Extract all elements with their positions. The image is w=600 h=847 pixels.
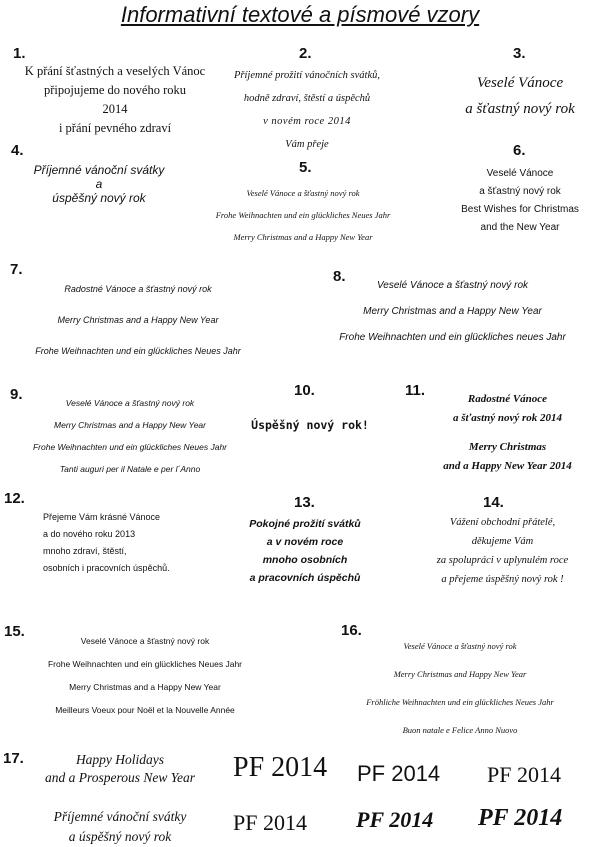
- sample-number: 14.: [483, 494, 504, 511]
- pf-sample-2: PF 2014: [357, 761, 441, 786]
- text-line: and a Prosperous New Year: [44, 770, 196, 785]
- sample-text-9: [20, 392, 240, 480]
- text-line: Úspěšný nový rok!: [251, 418, 369, 432]
- text-line: Radostné Vánoce a šťastný nový rok: [64, 284, 212, 294]
- sample-number: 7.: [10, 261, 23, 278]
- text-line: Příjemné prožití vánočních svátků,: [234, 70, 380, 81]
- sample-number: 17.: [3, 750, 24, 767]
- text-line: a šťastný nový rok: [465, 101, 575, 117]
- text-line: Vám přeje: [285, 139, 329, 150]
- text-line: za spolupráci v uplynulém roce: [436, 555, 569, 566]
- text-line: Best Wishes for Christmas: [461, 204, 579, 215]
- sample-number: 15.: [4, 623, 25, 640]
- text-line: Veselé Vánoce a šťastný nový rok: [246, 188, 360, 198]
- sample-text-13: [225, 515, 385, 587]
- text-line: a šťastný nový rok: [479, 186, 561, 197]
- sample-number: 8.: [333, 268, 346, 285]
- text-line: Radostné Vánoce: [467, 393, 548, 405]
- text-line: K přání šťastných a veselých Vánoc: [24, 64, 206, 78]
- text-line: Merry Christmas and a Happy New Year: [57, 315, 219, 325]
- text-line: osobních i pracovních úspěchů.: [43, 563, 170, 573]
- text-line: a do nového roku 2013: [43, 529, 136, 539]
- text-line: 2014: [102, 102, 128, 116]
- text-line: i přání pevného zdraví: [58, 121, 172, 135]
- text-line: úspěšný nový rok: [52, 191, 146, 205]
- text-line: Merry Christmas: [468, 441, 547, 453]
- sample-text-15: [20, 630, 270, 722]
- sample-number: 6.: [513, 142, 526, 159]
- text-line: Frohe Weihnachten und ein glückliches Neues Jahr: [215, 210, 391, 220]
- pf-sample-4: PF 2014: [233, 810, 307, 835]
- sample-number: 13.: [294, 494, 315, 511]
- text-line: Merry Christmas and a Happy New Year: [233, 232, 373, 242]
- sample-text-10: [240, 418, 380, 432]
- sample-text-17a: [10, 751, 230, 787]
- sample-number: 4.: [11, 142, 24, 159]
- sample-number: 12.: [4, 490, 25, 507]
- text-line: hodně zdraví, štěstí a úspěchů: [243, 93, 371, 104]
- sample-text-8: [315, 273, 590, 351]
- sample-number: 3.: [513, 45, 526, 62]
- text-line: Veselé Vánoce a šťastný nový rok: [65, 398, 195, 408]
- sample-number: 2.: [299, 45, 312, 62]
- text-line: Veselé Vánoce: [476, 75, 564, 91]
- sample-number: 9.: [10, 386, 23, 403]
- sample-number: 5.: [299, 159, 312, 176]
- text-line: mnoho zdraví, štěstí,: [43, 546, 127, 556]
- text-line: Veselé Vánoce a šťastný nový rok: [80, 636, 210, 646]
- text-line: Tanti auguri per il Natale e per l´Anno: [59, 464, 201, 474]
- text-line: Frohe Weihnachten und ein glückliches neues Jahr: [339, 332, 566, 343]
- text-line: a pracovních úspěchů: [249, 572, 361, 584]
- text-line: Merry Christmas and a Happy New Year: [69, 682, 221, 692]
- text-line: Fröhliche Weihnachten und ein glückliches Neues Jahr: [366, 697, 554, 707]
- text-line: Příjemné vánoční svátky: [33, 163, 165, 177]
- sample-number: 11.: [405, 382, 426, 399]
- sample-text-1: [10, 62, 220, 138]
- page-title: Informativní textové a písmové vzory: [120, 2, 480, 27]
- text-line: Frohe Weihnachten und ein glückliches Neues Jahr: [32, 442, 228, 452]
- sample-text-17b: [10, 807, 230, 847]
- pf-sample-1: PF 2014: [233, 752, 328, 783]
- sample-text-12: [43, 509, 223, 577]
- text-line: and a Happy New Year 2014: [443, 460, 572, 472]
- text-line: připojujeme do nového roku: [44, 83, 186, 97]
- text-line: a: [95, 177, 103, 191]
- sample-text-3: [440, 70, 600, 122]
- text-line: Veselé Vánoce a šťastný nový rok: [403, 641, 517, 651]
- pf-sample-3: PF 2014: [487, 762, 561, 787]
- text-line: a šťastný nový rok 2014: [452, 412, 563, 424]
- pf-sample-5: PF 2014: [356, 807, 434, 832]
- sample-text-5: [186, 182, 420, 248]
- text-line: Pokojné prožití svátků: [249, 518, 361, 530]
- sample-text-14: [405, 513, 600, 589]
- pf-sample-6: PF 2014: [478, 805, 563, 831]
- text-line: Vážení obchodní přátelé,: [449, 517, 556, 528]
- text-line: a v novém roce: [266, 536, 344, 548]
- text-line: Merry Christmas and Happy New Year: [393, 669, 527, 679]
- text-line: Veselé Vánoce a šťastný nový rok: [376, 280, 529, 291]
- sample-text-16: [325, 632, 595, 744]
- sample-text-7: [20, 274, 256, 367]
- text-line: a přejeme úspěšný nový rok !: [441, 574, 564, 585]
- text-line: Happy Holidays: [75, 752, 165, 767]
- sample-number: 1.: [13, 45, 26, 62]
- text-line: Frohe Weihnachten und ein glückliches Neues Jahr: [47, 659, 243, 669]
- sample-text-2: [222, 64, 392, 156]
- text-line: děkujeme Vám: [471, 536, 534, 547]
- sample-text-6: [440, 165, 600, 237]
- text-line: Veselé Vánoce: [486, 168, 554, 179]
- text-line: Merry Christmas and a Happy New Year: [54, 420, 206, 430]
- sample-number: 16.: [341, 622, 362, 639]
- text-line: Přejeme Vám krásné Vánoce: [43, 512, 161, 522]
- text-line: Příjemné vánoční svátky: [53, 809, 187, 824]
- text-line: Meilleurs Voeux pour Noël et la Nouvelle Année: [55, 705, 235, 715]
- text-line: v novém roce 2014: [263, 116, 351, 127]
- sample-number: 10.: [294, 382, 315, 399]
- text-line: and the New Year: [480, 222, 560, 233]
- text-line: Buon natale e Felice Anno Nuovo: [402, 725, 518, 735]
- text-line: mnoho osobních: [262, 554, 348, 566]
- text-line: [415, 428, 600, 438]
- sample-text-11: [415, 390, 600, 476]
- text-line: a úspěšný nový rok: [68, 829, 172, 844]
- sample-text-4: [14, 163, 184, 205]
- text-line: Frohe Weihnachten und ein glückliches Neues Jahr: [35, 346, 241, 356]
- text-line: Merry Christmas and a Happy New Year: [363, 306, 542, 317]
